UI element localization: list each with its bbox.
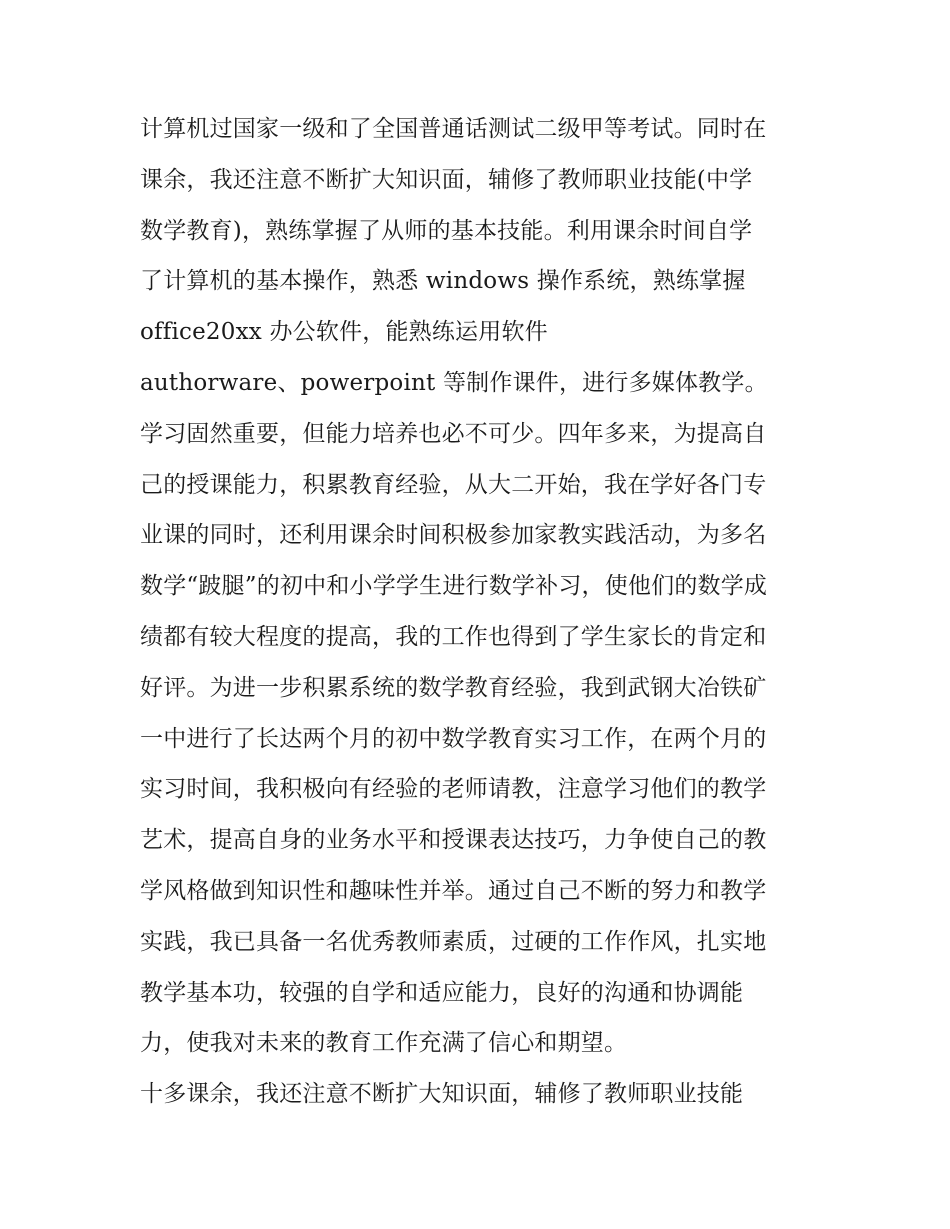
- text-line: 实习时间，我积极向有经验的老师请教，注意学习他们的教学: [140, 776, 767, 803]
- text-line: 一中进行了长达两个月的初中数学教育实习工作，在两个月的: [140, 725, 767, 752]
- text-line: 十多课余，我还注意不断扩大知识面，辅修了教师职业技能: [140, 1081, 744, 1108]
- text-line: authorware、powerpoint 等制作课件，进行多媒体教学。: [140, 369, 768, 396]
- text-line: 艺术，提高自身的业务水平和授课表达技巧，力争使自己的教: [140, 827, 767, 854]
- text-line: office20xx 办公软件，能熟练运用软件: [140, 319, 548, 346]
- text-line: 绩都有较大程度的提高，我的工作也得到了学生家长的肯定和: [140, 623, 767, 650]
- text-line: 实践，我已具备一名优秀教师素质，过硬的工作作风，扎实地: [140, 928, 767, 955]
- text-line: 学习固然重要，但能力培养也必不可少。四年多来，为提高自: [140, 420, 767, 447]
- text-line: 计算机过国家一级和了全国普通话测试二级甲等考试。同时在: [140, 116, 767, 142]
- text-line: 了计算机的基本操作，熟悉 windows 操作系统，熟练掌握: [140, 268, 746, 295]
- text-line: 课余，我还注意不断扩大知识面，辅修了教师职业技能(中学: [140, 166, 753, 193]
- text-line: 己的授课能力，积累教育经验，从大二开始，我在学好各门专: [140, 471, 767, 498]
- text-line: 数学“跛腿”的初中和小学学生进行数学补习，使他们的数学成: [140, 573, 768, 600]
- text-line: 业课的同时，还利用课余时间积极参加家教实践活动，为多名: [140, 522, 767, 549]
- body-text: [140, 104, 820, 1120]
- text-line: 好评。为进一步积累系统的数学教育经验，我到武钢大冶铁矿: [140, 674, 767, 701]
- text-line: 教学基本功，较强的自学和适应能力，良好的沟通和协调能: [140, 979, 744, 1006]
- text-line: 数学教育)，熟练掌握了从师的基本技能。利用课余时间自学: [140, 217, 753, 244]
- text-line: 学风格做到知识性和趣味性并举。通过自己不断的努力和教学: [140, 877, 767, 904]
- text-line: 力，使我对未来的教育工作充满了信心和期望。: [140, 1030, 628, 1057]
